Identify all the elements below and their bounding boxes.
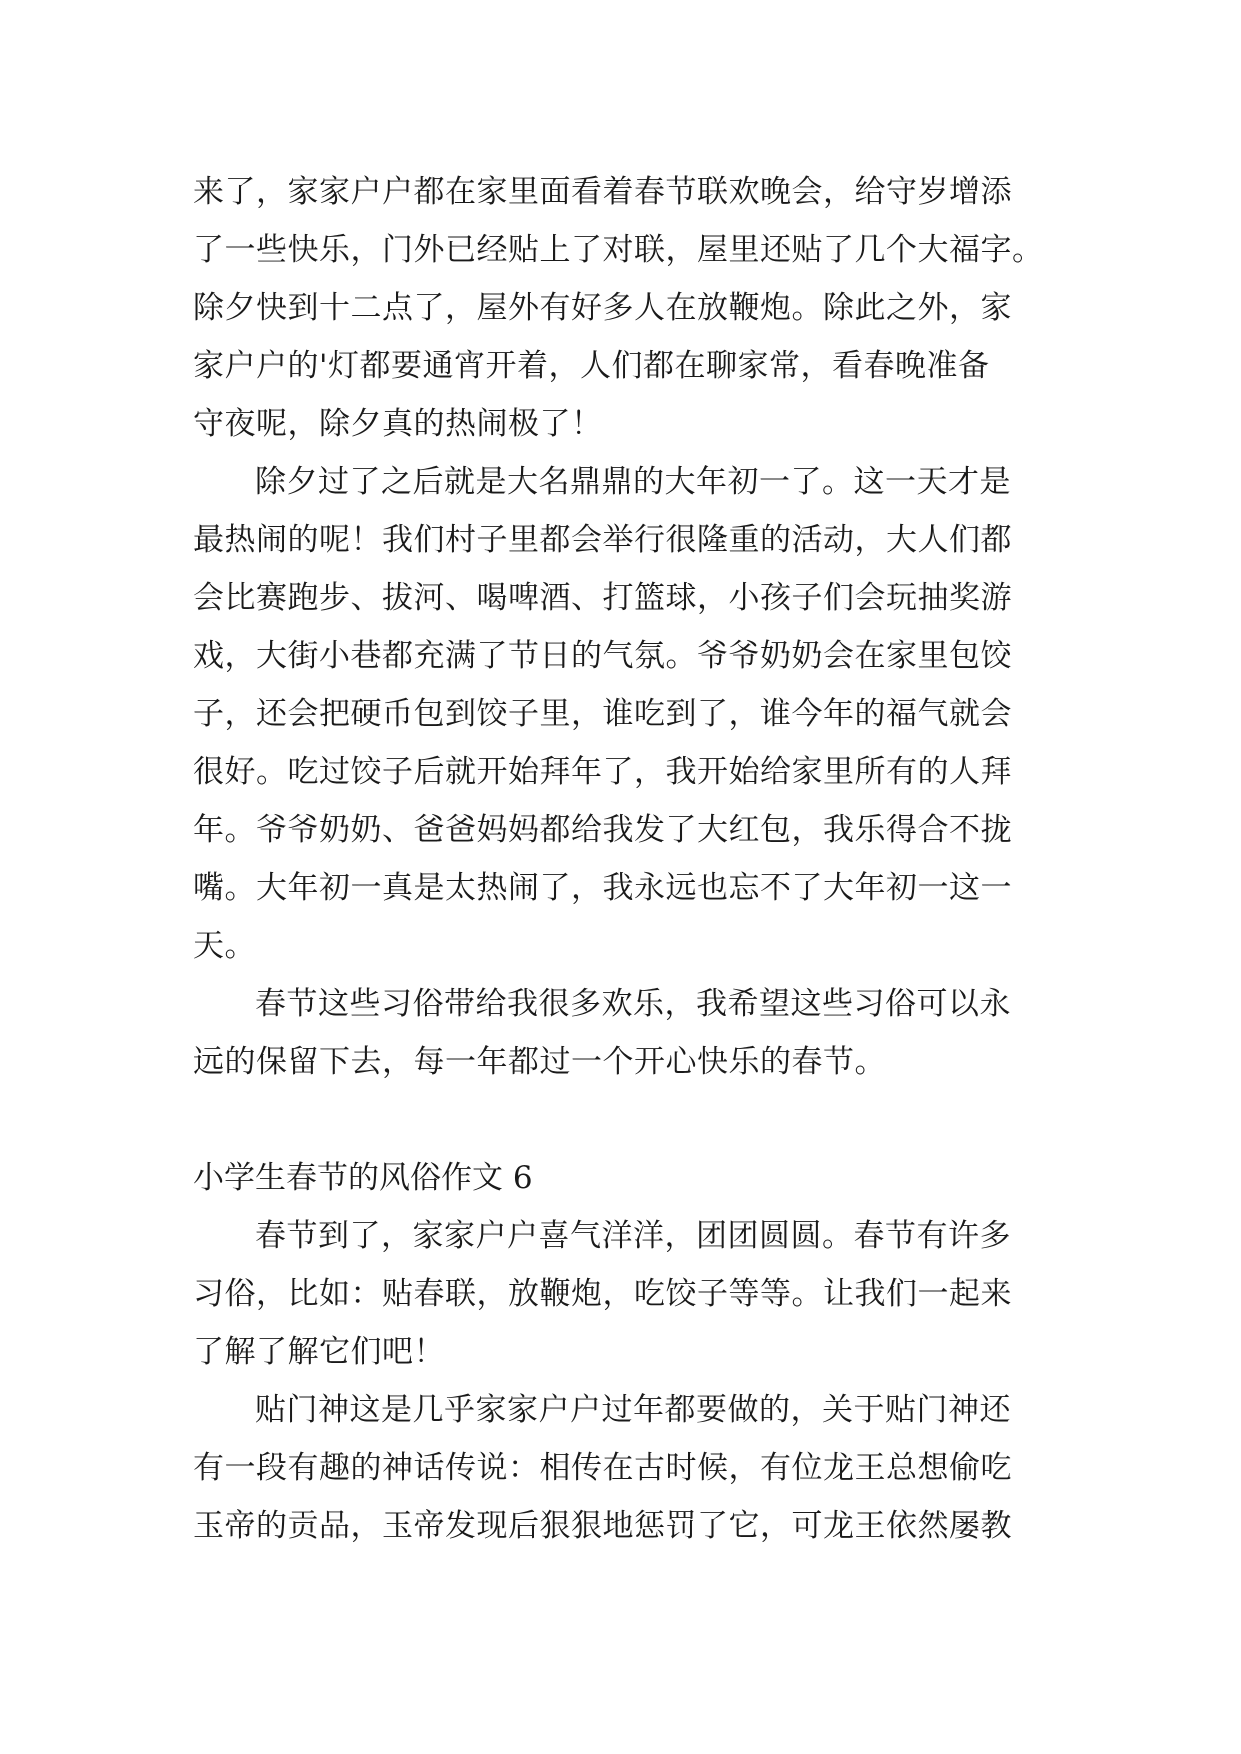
text-line: 除夕快到十二点了，屋外有好多人在放鞭炮。除此之外，家 — [193, 290, 1012, 326]
essay-title: 小学生春节的风俗作文 6 — [193, 1160, 533, 1196]
text-line: 会比赛跑步、拔河、喝啤酒、打篮球，小孩子们会玩抽奖游 — [193, 580, 1012, 616]
paragraph-essay-intro — [193, 1207, 1061, 1381]
document-body — [193, 163, 1061, 1555]
paragraph-customs-conclusion — [193, 975, 1061, 1091]
text-line: 了一些快乐，门外已经贴上了对联，屋里还贴了几个大福字。 — [193, 232, 1044, 268]
text-line: 年。爷爷奶奶、爸爸妈妈都给我发了大红包，我乐得合不拢 — [193, 812, 1012, 848]
text-line: 春节到了，家家户户喜气洋洋，团团圆圆。春节有许多 — [255, 1218, 1011, 1254]
text-line: 玉帝的贡品，玉帝发现后狠狠地惩罚了它，可龙王依然屡教 — [193, 1508, 1012, 1544]
paragraph-continued — [193, 163, 1061, 453]
paragraph-door-gods — [193, 1381, 1061, 1555]
text-line: 习俗，比如：贴春联，放鞭炮，吃饺子等等。让我们一起来 — [193, 1276, 1012, 1312]
text-line: 来了，家家户户都在家里面看着春节联欢晚会，给守岁增添 — [193, 174, 1012, 210]
text-line: 远的保留下去，每一年都过一个开心快乐的春节。 — [193, 1044, 886, 1080]
text-line: 了解了解它们吧！ — [193, 1334, 445, 1370]
text-line: 嘴。大年初一真是太热闹了，我永远也忘不了大年初一这一 — [193, 870, 1012, 906]
text-line: 最热闹的呢！我们村子里都会举行很隆重的活动，大人们都 — [193, 522, 1012, 558]
text-line: 春节这些习俗带给我很多欢乐，我希望这些习俗可以永 — [255, 986, 1011, 1022]
text-line: 有一段有趣的神话传说：相传在古时候，有位龙王总想偷吃 — [193, 1450, 1012, 1486]
text-line: 戏，大街小巷都充满了节日的气氛。爷爷奶奶会在家里包饺 — [193, 638, 1012, 674]
paragraph-new-year-day — [193, 453, 1061, 975]
text-line: 守夜呢，除夕真的热闹极了！ — [193, 406, 603, 442]
text-line: 天。 — [193, 928, 256, 964]
text-line: 很好。吃过饺子后就开始拜年了，我开始给家里所有的人拜 — [193, 754, 1012, 790]
text-line: 子，还会把硬币包到饺子里，谁吃到了，谁今年的福气就会 — [193, 696, 1012, 732]
text-line: 贴门神这是几乎家家户户过年都要做的，关于贴门神还 — [255, 1392, 1011, 1428]
text-line: 除夕过了之后就是大名鼎鼎的大年初一了。这一天才是 — [255, 464, 1011, 500]
text-line: 家户户的'灯都要通宵开着，人们都在聊家常，看春晚准备 — [193, 348, 990, 384]
